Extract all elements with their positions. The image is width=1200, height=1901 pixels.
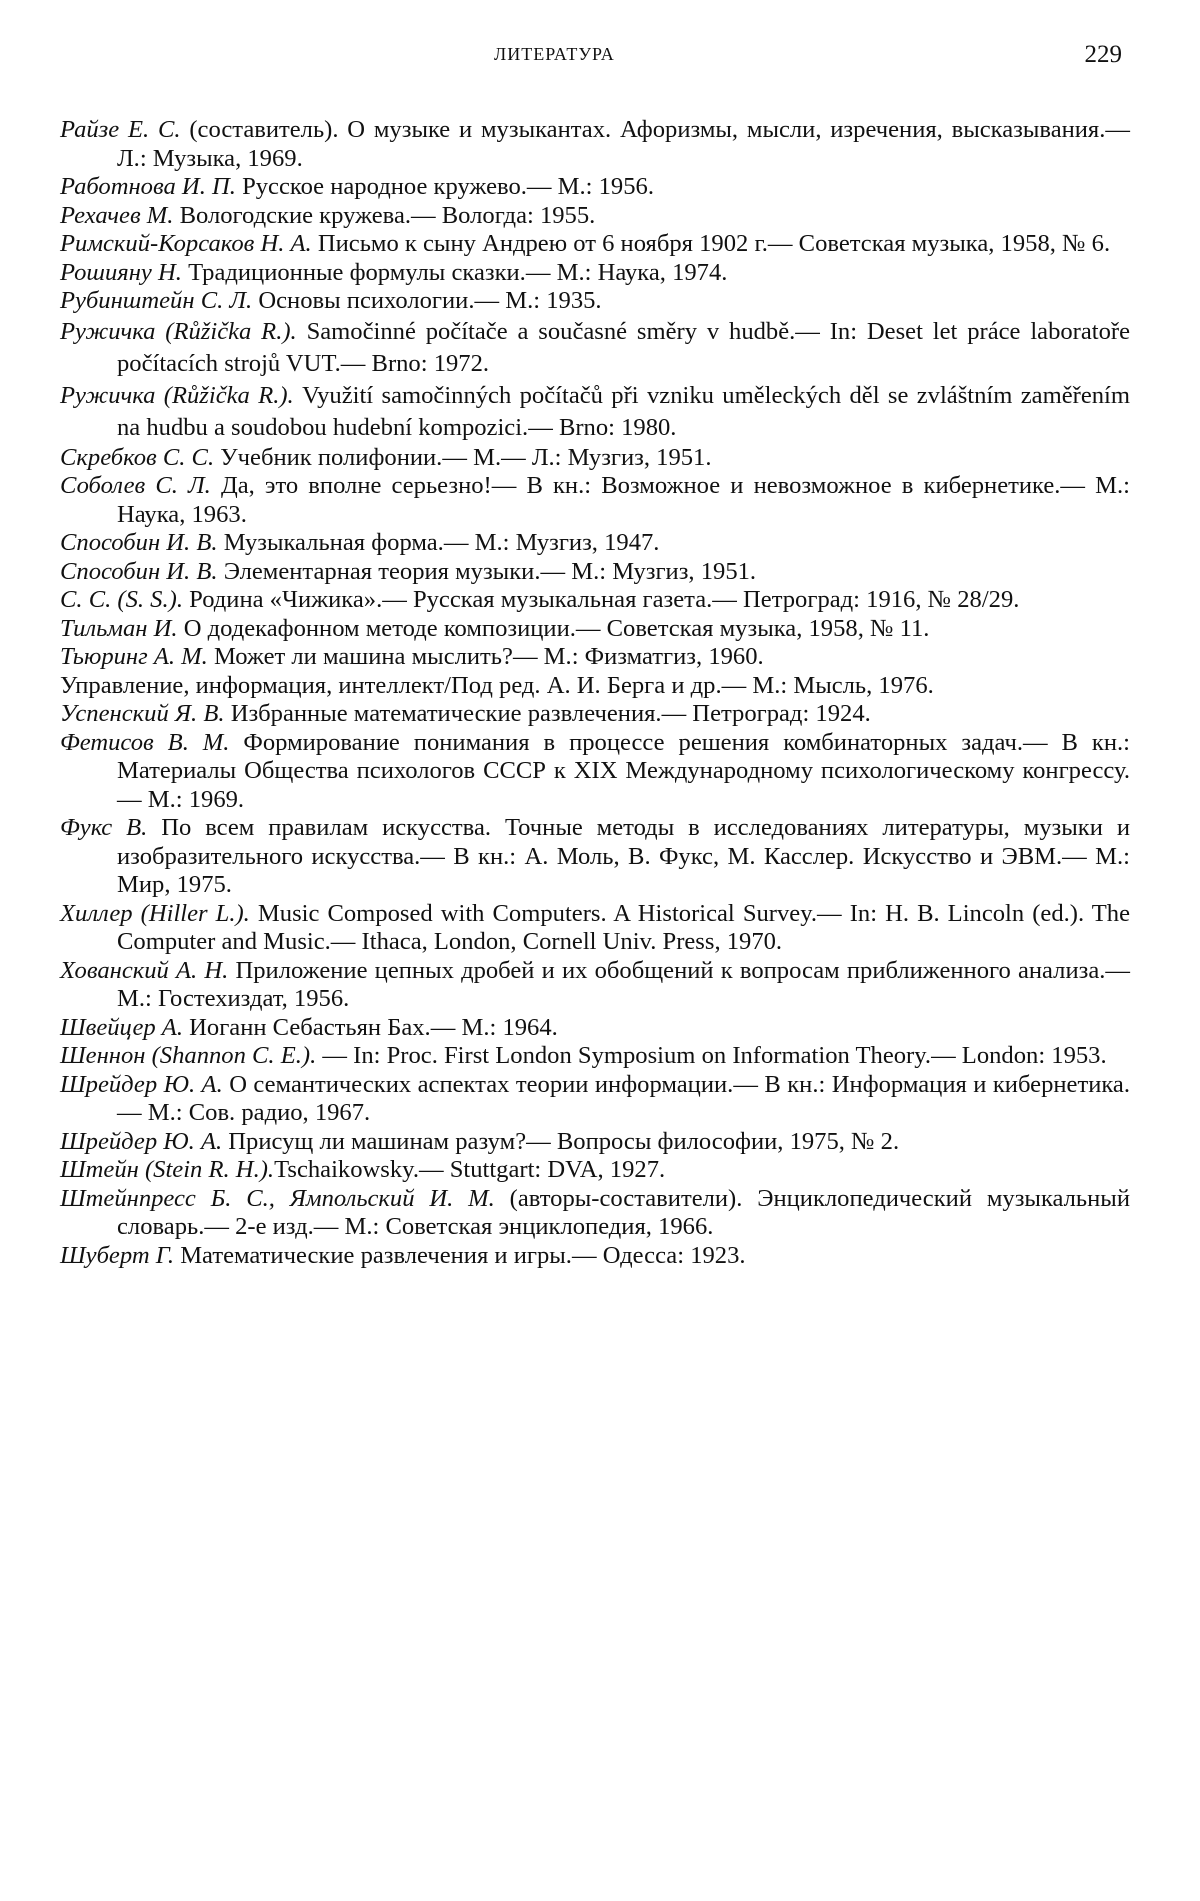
- entry-author: Способин И. В.: [60, 529, 218, 556]
- entry-text: (составитель). О музыке и музыкантах. Афоризмы, мысли, изречения, высказывания.— Л.: Музыка, 1969.: [117, 116, 1130, 172]
- entry-text: Music Composed with Computers. A Historical Survey.— In: H. B. Lincoln (ed.). The Computer and Music.— Ithaca, London, Cornell Univ. Press, 1970.: [117, 899, 1130, 955]
- bibliography-entry: [60, 1014, 1130, 1043]
- entry-text: Традиционные формулы сказки.— М.: Наука, 1974.: [188, 258, 728, 286]
- bibliography-entry: [60, 529, 1130, 558]
- entry-author: Шуберт Г.: [60, 1241, 175, 1269]
- bibliography-entry: [60, 202, 1130, 231]
- entry-author: Шеннон (Shannon C. E.).: [60, 1042, 317, 1069]
- entry-author: Способин И. В.: [60, 557, 218, 585]
- entry-text: Využití samočinných počítačů při vzniku uměleckých děl se zvláštním zaměřením na hudbu a soudobou hudební kompozici.— Brno: 1980.: [117, 381, 1130, 441]
- entry-text: О семантических аспектах теории информации.— В кн.: Информация и кибернетика.— М.: Сов. радио, 1967.: [117, 1070, 1131, 1126]
- entry-author: Хиллер (Hiller L.).: [60, 899, 250, 927]
- entry-author: Штейн (Stein R. H.).: [60, 1156, 275, 1183]
- bibliography-entry: [60, 1128, 1130, 1157]
- entry-author: Соболев С. Л.: [60, 472, 211, 499]
- entry-text: Tschaikowsky.— Stuttgart: DVA, 1927.: [274, 1156, 666, 1183]
- bibliography-entry: [60, 700, 1130, 729]
- bibliography-entry: [60, 900, 1130, 957]
- bibliography-entry: [60, 1185, 1130, 1242]
- entry-author: Работнова И. П.: [60, 173, 236, 200]
- bibliography-entry: [60, 173, 1130, 202]
- entry-author: Штейнпресс Б. С., Ямпольский И. М.: [60, 1184, 495, 1212]
- entry-text: Иоганн Себастьян Бах.— М.: 1964.: [189, 1013, 558, 1041]
- entry-text: Samočinné počítače a současné směry v hudbě.— In: Deset let práce laboratoře počítacích strojů VUT.— Brno: 1972.: [117, 317, 1131, 377]
- bibliography-entry: [60, 444, 1130, 473]
- entry-text: Русское народное кружево.— М.: 1956.: [242, 173, 654, 200]
- running-head: [0, 41, 1200, 68]
- bibliography-entry: [60, 1156, 1130, 1185]
- bibliography-entry: [60, 729, 1130, 815]
- entry-author: Фукс В.: [60, 814, 148, 841]
- entry-text: — In: Proc. First London Symposium on Information Theory.— London: 1953.: [322, 1042, 1107, 1069]
- entry-text: По всем правилам искусства. Точные методы в исследованиях литературы, музыки и изобразительного искусства.— В кн.: А. Моль, В. Фукс, М. Касслер. Искусство и ЭВМ.— М.: Мир, 1975.: [117, 814, 1130, 898]
- entry-author: Хованский А. Н.: [60, 956, 229, 984]
- entry-text: Математические развлечения и игры.— Одесса: 1923.: [180, 1241, 746, 1269]
- bibliography-entry: [60, 287, 1130, 316]
- entry-author: Ружичка (Růžička R.).: [60, 381, 294, 409]
- entry-author: Римский-Корсаков Н. А.: [60, 230, 312, 257]
- bibliography-entry: [60, 558, 1130, 587]
- running-title: ЛИТЕРАТУРА: [494, 44, 615, 64]
- entry-text: Музыкальная форма.— М.: Музгиз, 1947.: [223, 529, 660, 556]
- entry-author: Успенский Я. В.: [60, 700, 225, 727]
- bibliography-entry: [60, 1042, 1130, 1071]
- entry-text: Управление, информация, интеллект/Под ред. А. И. Берга и др.— М.: Мысль, 1976.: [60, 671, 934, 699]
- bibliography-entry: [60, 380, 1130, 444]
- entry-author: Рошияну Н.: [60, 258, 182, 286]
- entry-author: Швейцер А.: [60, 1013, 183, 1041]
- entry-text: Письмо к сыну Андрею от 6 ноября 1902 г.— Советская музыка, 1958, № 6.: [317, 230, 1111, 257]
- entry-author: Райзе Е. С.: [60, 116, 181, 143]
- entry-text: Формирование понимания в процессе решения комбинаторных задач.— В кн.: Материалы Общества психологов СССР к XIX Международному психологическому конгрессу.— М.: 1969.: [117, 728, 1130, 813]
- bibliography-entry: [60, 615, 1130, 644]
- entry-author: С. С. (S. S.).: [60, 586, 183, 613]
- entry-author: Тильман И.: [60, 614, 178, 642]
- entry-text: Основы психологии.— М.: 1935.: [258, 287, 602, 314]
- bibliography-entry: [60, 1242, 1130, 1271]
- bibliography-entry: [60, 672, 1130, 701]
- bibliography-entry: [60, 643, 1130, 672]
- bibliography-entry: [60, 259, 1130, 288]
- bibliography-entry: [60, 586, 1130, 615]
- entry-text: Может ли машина мыслить?— М.: Физматгиз, 1960.: [213, 643, 764, 670]
- entry-author: Фетисов В. М.: [60, 728, 230, 756]
- bibliography-entry: [60, 814, 1130, 900]
- bibliography-entry: [60, 957, 1130, 1014]
- bibliography-entry: [60, 1071, 1130, 1128]
- entry-text: Избранные математические развлечения.— Петроград: 1924.: [230, 700, 871, 727]
- entry-author: Скребков С. С.: [60, 443, 215, 471]
- bibliography-entry: [60, 116, 1130, 173]
- bibliography-entry: [60, 230, 1130, 259]
- bibliography-entry: [60, 472, 1130, 529]
- entry-author: Тьюринг А. М.: [60, 643, 208, 670]
- entry-text: Да, это вполне серьезно!— В кн.: Возможное и невозможное в кибернетике.— М.: Наука, 1963.: [117, 472, 1130, 528]
- entry-author: Шрейдер Ю. А.: [60, 1070, 223, 1098]
- entry-text: Учебник полифонии.— М.— Л.: Музгиз, 1951.: [220, 443, 712, 471]
- entry-text: О додекафонном методе композиции.— Советская музыка, 1958, № 11.: [183, 614, 930, 642]
- entry-text: Родина «Чижика».— Русская музыкальная газета.— Петроград: 1916, № 28/29.: [189, 586, 1020, 613]
- bibliography-entry: [60, 316, 1130, 380]
- entry-text: Вологодские кружева.— Вологда: 1955.: [179, 201, 596, 229]
- entry-author: Шрейдер Ю. А.: [60, 1127, 223, 1155]
- entry-text: Присущ ли машинам разум?— Вопросы философии, 1975, № 2.: [228, 1127, 900, 1155]
- entry-text: Элементарная теория музыки.— М.: Музгиз, 1951.: [223, 557, 757, 585]
- page-number: 229: [1084, 41, 1122, 68]
- entry-text: Приложение цепных дробей и их обобщений к вопросам приближенного анализа.— М.: Гостехиздат, 1956.: [117, 956, 1130, 1012]
- entry-author: Ружичка (Růžička R.).: [60, 317, 297, 345]
- bibliography-list: [60, 116, 1130, 1270]
- entry-text: (авторы-составители). Энциклопедический музыкальный словарь.— 2-е изд.— М.: Советская энциклопедия, 1966.: [117, 1184, 1130, 1240]
- entry-author: Рехачев М.: [60, 201, 174, 229]
- entry-author: Рубинштейн С. Л.: [60, 287, 253, 314]
